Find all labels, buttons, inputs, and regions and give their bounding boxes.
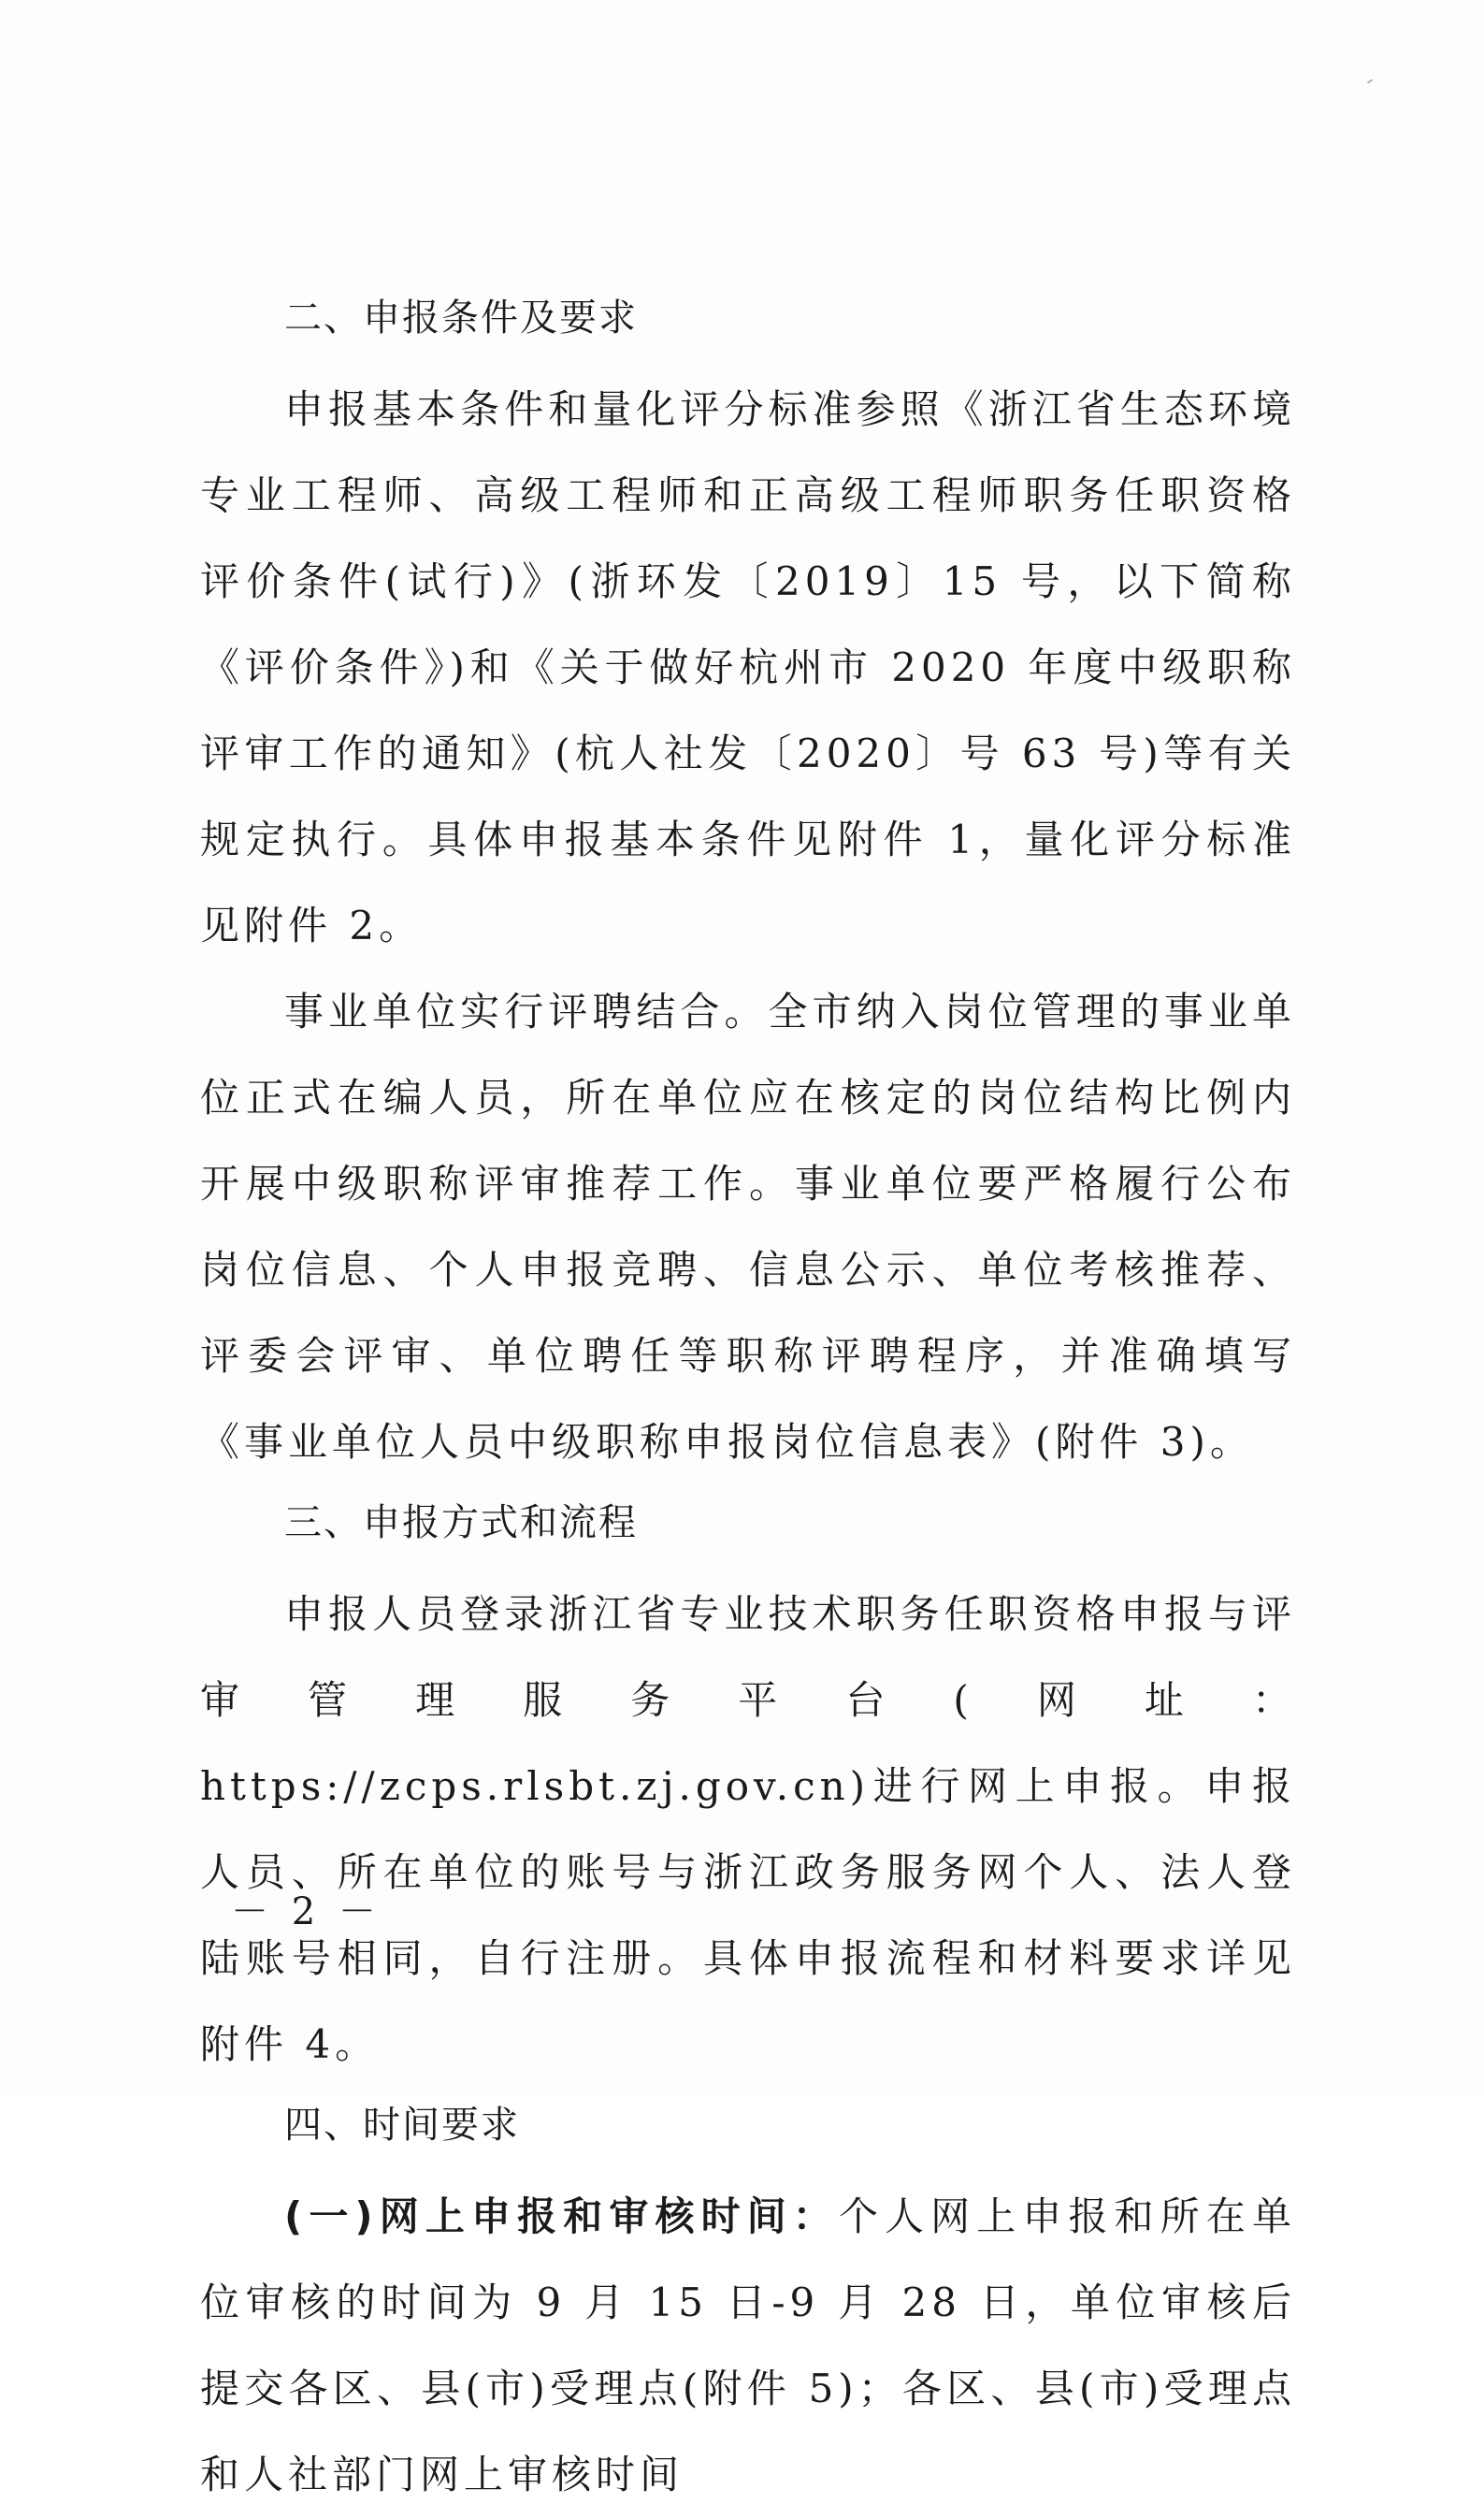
scan-speck (1367, 79, 1373, 83)
section-heading-3: 三、申报方式和流程 (284, 1501, 638, 1544)
paragraph-application-method: 申报人员登录浙江省专业技术职务任职资格申报与评审管理服务平台(网址：https://zcps.rlsbt.zj.gov.cn)进行网上申报。申报人员、所在单位的账号与浙江政务服务网个人、法人登陆账号相同，自行注册。具体申报流程和材料要求详见附件 4。 (200, 1591, 1296, 2067)
paragraph-application-criteria: 申报基本条件和量化评分标准参照《浙江省生态环境专业工程师、高级工程师和正高级工程师职务任职资格评价条件(试行)》(浙环发〔2019〕15 号，以下简称《评价条件》)和《关于做好杭州市 2020 年度中级职称评审工作的通知》(杭人社发〔2020〕号 63 号)等有关规定执行。具体申报基本条件见附件 1，量化评分标准见附件 2。 (200, 386, 1296, 948)
subsection-lead-1: (一)网上申报和审核时间： (284, 2193, 839, 2239)
section-heading-4: 四、时间要求 (284, 2104, 520, 2147)
subsection-text-1: 个人网上申报和所在单位审核的时间为 9 月 15 日-9 月 28 日，单位审核后提交各区、县(市)受理点(附件 5)；各区、县(市)受理点和人社部门网上审核时间 (200, 2193, 1296, 2497)
document-body (200, 281, 1296, 2518)
paragraph-online-review-time (200, 2174, 1296, 2518)
page-number: － 2 － (231, 1890, 382, 1933)
paragraph-public-institutions: 事业单位实行评聘结合。全市纳入岗位管理的事业单位正式在编人员，所在单位应在核定的岗位结构比例内开展中级职称评审推荐工作。事业单位要严格履行公布岗位信息、个人申报竞聘、信息公示、单位考核推荐、评委会评审、单位聘任等职称评聘程序，并准确填写《事业单位人员中级职称申报岗位信息表》(附件 3)。 (200, 989, 1296, 1465)
section-heading-2: 二、申报条件及要求 (284, 297, 638, 340)
